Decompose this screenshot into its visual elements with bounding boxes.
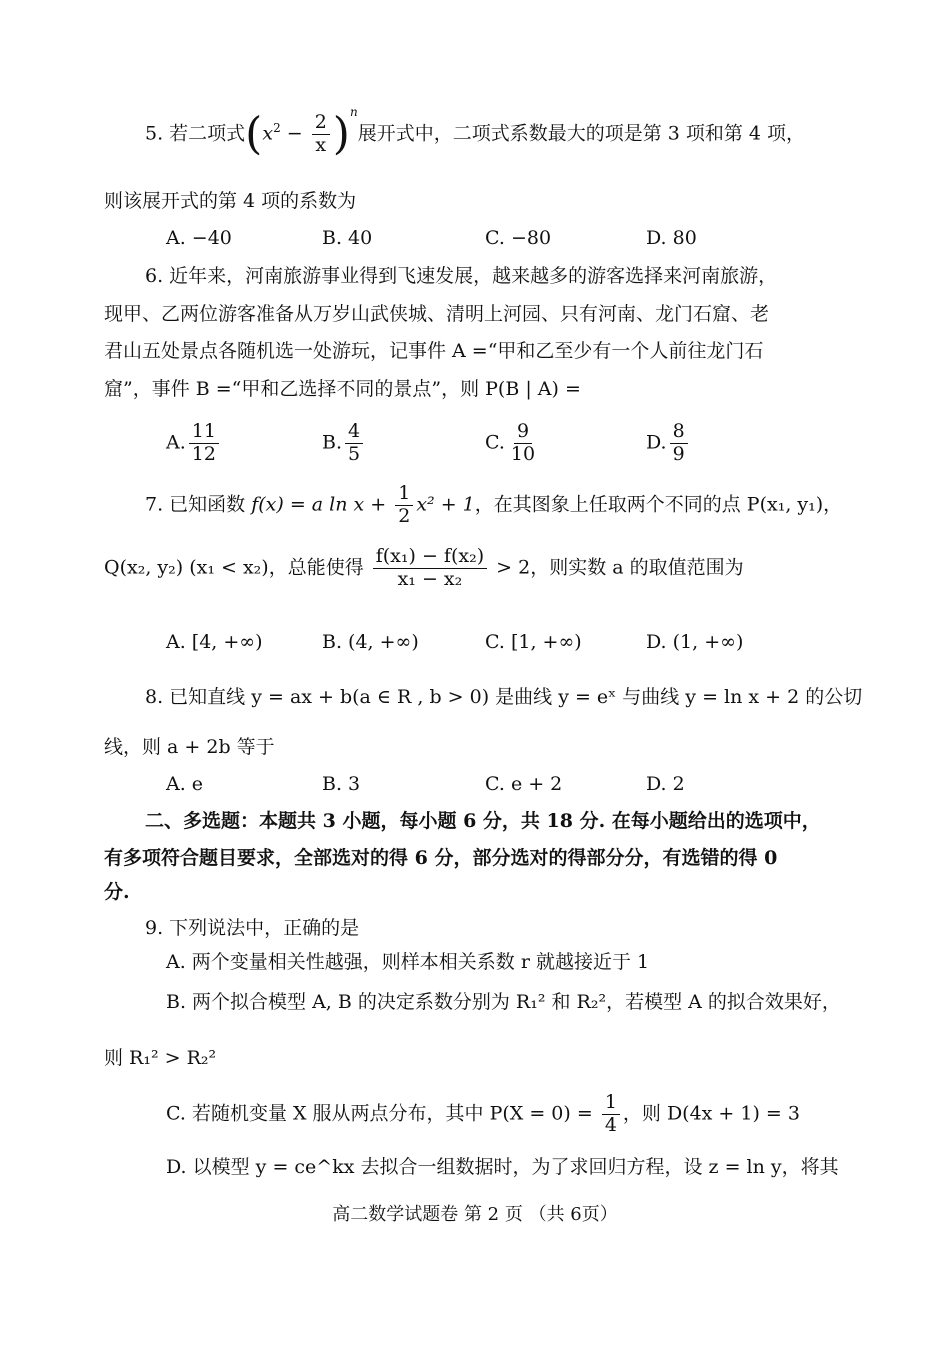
q7-diff-num: f(x₁) − f(x₂) [373, 546, 487, 569]
q8-line2: 线，则 a + 2b 等于 [104, 736, 275, 758]
q6-option-c-num: 9 [514, 421, 532, 444]
q6-line1: 6. 近年来，河南旅游事业得到飞速发展，越来越多的游客选择来河南旅游， [145, 265, 778, 287]
q6-line3: 君山五处景点各随机选一处游玩，记事件 A =“甲和乙至少有一个人前往龙门石 [104, 340, 764, 362]
q9-option-a: A. 两个变量相关性越强，则样本相关系数 r 就越接近于 1 [166, 951, 650, 973]
q7-line1 [145, 483, 842, 528]
q7-option-c: C. [1, +∞) [485, 631, 582, 653]
q5-frac-den: x [315, 133, 327, 156]
q7-half-den: 2 [398, 504, 411, 527]
section2-line1: 二、多选题：本题共 3 小题，每小题 6 分，共 18 分. 在每小题给出的选项中， [145, 810, 821, 832]
q8-option-b: B. 3 [322, 773, 361, 795]
q5-option-a: A. −40 [166, 227, 232, 249]
q7-diff-den: x₁ − x₂ [397, 567, 463, 590]
q9-option-c-den: 4 [604, 1113, 617, 1136]
q7-option-a: A. [4, +∞) [166, 631, 263, 653]
section2-line3: 分. [104, 881, 130, 903]
q7-half-fraction [395, 483, 413, 528]
q7-func: f(x) = a ln x + [251, 493, 393, 516]
q5-line1: 5. 若二项式($x^2$ − $\frac{2}{x}$ )$^n$展开式中，二项式系数最大的项是第 3 项和第 4 项， [145, 105, 806, 160]
q6-line2: 现甲、乙两位游客准备从万岁山武侠城、清明上河园、只有河南、龙门石窟、老 [104, 303, 770, 325]
q6-option-b-label: B. [322, 431, 343, 454]
q6-option-d-fraction [670, 421, 688, 466]
q5-expr-base: x [262, 122, 274, 145]
q7-line2 [104, 546, 744, 591]
q9-option-b-line1: B. 两个拟合模型 A, B 的决定系数分别为 R₁² 和 R₂²，若模型 A 的拟合效果好， [166, 991, 841, 1013]
q6-option-b-den: 5 [348, 442, 361, 465]
q5-expr-minus: − [280, 122, 309, 145]
q6-option-d-num: 8 [670, 421, 688, 444]
q6-option-b-fraction [345, 421, 363, 466]
q8-line1: 8. 已知直线 y = ax + b(a ∈ R , b > 0) 是曲线 y = eˣ 与曲线 y = ln x + 2 的公切 [145, 686, 863, 708]
q7-diff-fraction [373, 546, 487, 591]
q9-option-c [166, 1092, 800, 1137]
q9-option-d: D. 以模型 y = ce^kx 去拟合一组数据时，为了求回归方程，设 z = ln y，将其 [166, 1156, 839, 1178]
q6-line4: 窟”，事件 B =“甲和乙选择不同的景点”，则 P(B | A) = [104, 378, 581, 400]
q6-option-b-num: 4 [345, 421, 363, 444]
q6-option-a [166, 421, 222, 466]
q9-option-c-tail: ，则 D(4x + 1) = 3 [622, 1102, 800, 1125]
q9-option-c-lead: C. 若随机变量 X 服从两点分布，其中 P(X = 0) = [166, 1102, 599, 1125]
q6-option-c-fraction [508, 421, 538, 466]
q7-func-tail: x² + 1 [416, 493, 475, 516]
q9-option-b-line2: 则 R₁² > R₂² [104, 1047, 217, 1069]
q7-half-num: 1 [395, 483, 413, 506]
q6-option-d [646, 421, 691, 466]
q6-option-b [322, 421, 366, 466]
page-footer: 高二数学试题卷 第 2 页 （共 6页） [332, 1204, 618, 1225]
q6-option-c-den: 10 [510, 442, 536, 465]
q6-option-a-num: 11 [189, 421, 219, 444]
q8-option-d: D. 2 [646, 773, 685, 795]
q9-stem: 9. 下列说法中，正确的是 [145, 917, 360, 939]
q5-tail: 展开式中，二项式系数最大的项是第 3 项和第 4 项， [357, 122, 806, 145]
q6-option-d-den: 9 [672, 442, 685, 465]
q8-option-a: A. e [166, 773, 204, 795]
q6-option-a-fraction [189, 421, 219, 466]
q6-option-d-label: D. [646, 431, 667, 454]
q6-option-a-den: 12 [191, 442, 216, 465]
q7-option-d: D. (1, +∞) [646, 631, 744, 653]
q7-line2-tail: > 2，则实数 a 的取值范围为 [490, 556, 744, 579]
q6-option-c-label: C. [485, 431, 505, 454]
q6-option-a-label: A. [166, 431, 186, 454]
section2-line2: 有多项符合题目要求，全部选对的得 6 分，部分选对的得部分分，有选错的得 0 [104, 847, 778, 869]
q5-outer-exp: n [349, 105, 358, 120]
q5-fraction [312, 112, 330, 157]
q8-option-c: C. e + 2 [485, 773, 563, 795]
q9-option-c-num: 1 [602, 1092, 620, 1115]
q5-lead: 5. 若二项式 [145, 122, 246, 145]
q7-lead: 7. 已知函数 [145, 493, 252, 516]
q5-expr-exp: 2 [273, 121, 281, 136]
q9-option-c-fraction [602, 1092, 620, 1137]
q5-frac-num: 2 [312, 112, 330, 135]
q7-option-b: B. (4, +∞) [322, 631, 419, 653]
q6-option-c [485, 421, 541, 466]
q5-option-d: D. 80 [646, 227, 697, 249]
q5-option-b: B. 40 [322, 227, 373, 249]
q7-line2-lead: Q(x₂, y₂) (x₁ < x₂)，总能使得 [104, 556, 370, 579]
q7-tail: ，在其图象上任取两个不同的点 P(x₁, y₁)， [474, 493, 843, 516]
q5-line2: 则该展开式的第 4 项的系数为 [104, 190, 357, 212]
q5-option-c: C. −80 [485, 227, 552, 249]
